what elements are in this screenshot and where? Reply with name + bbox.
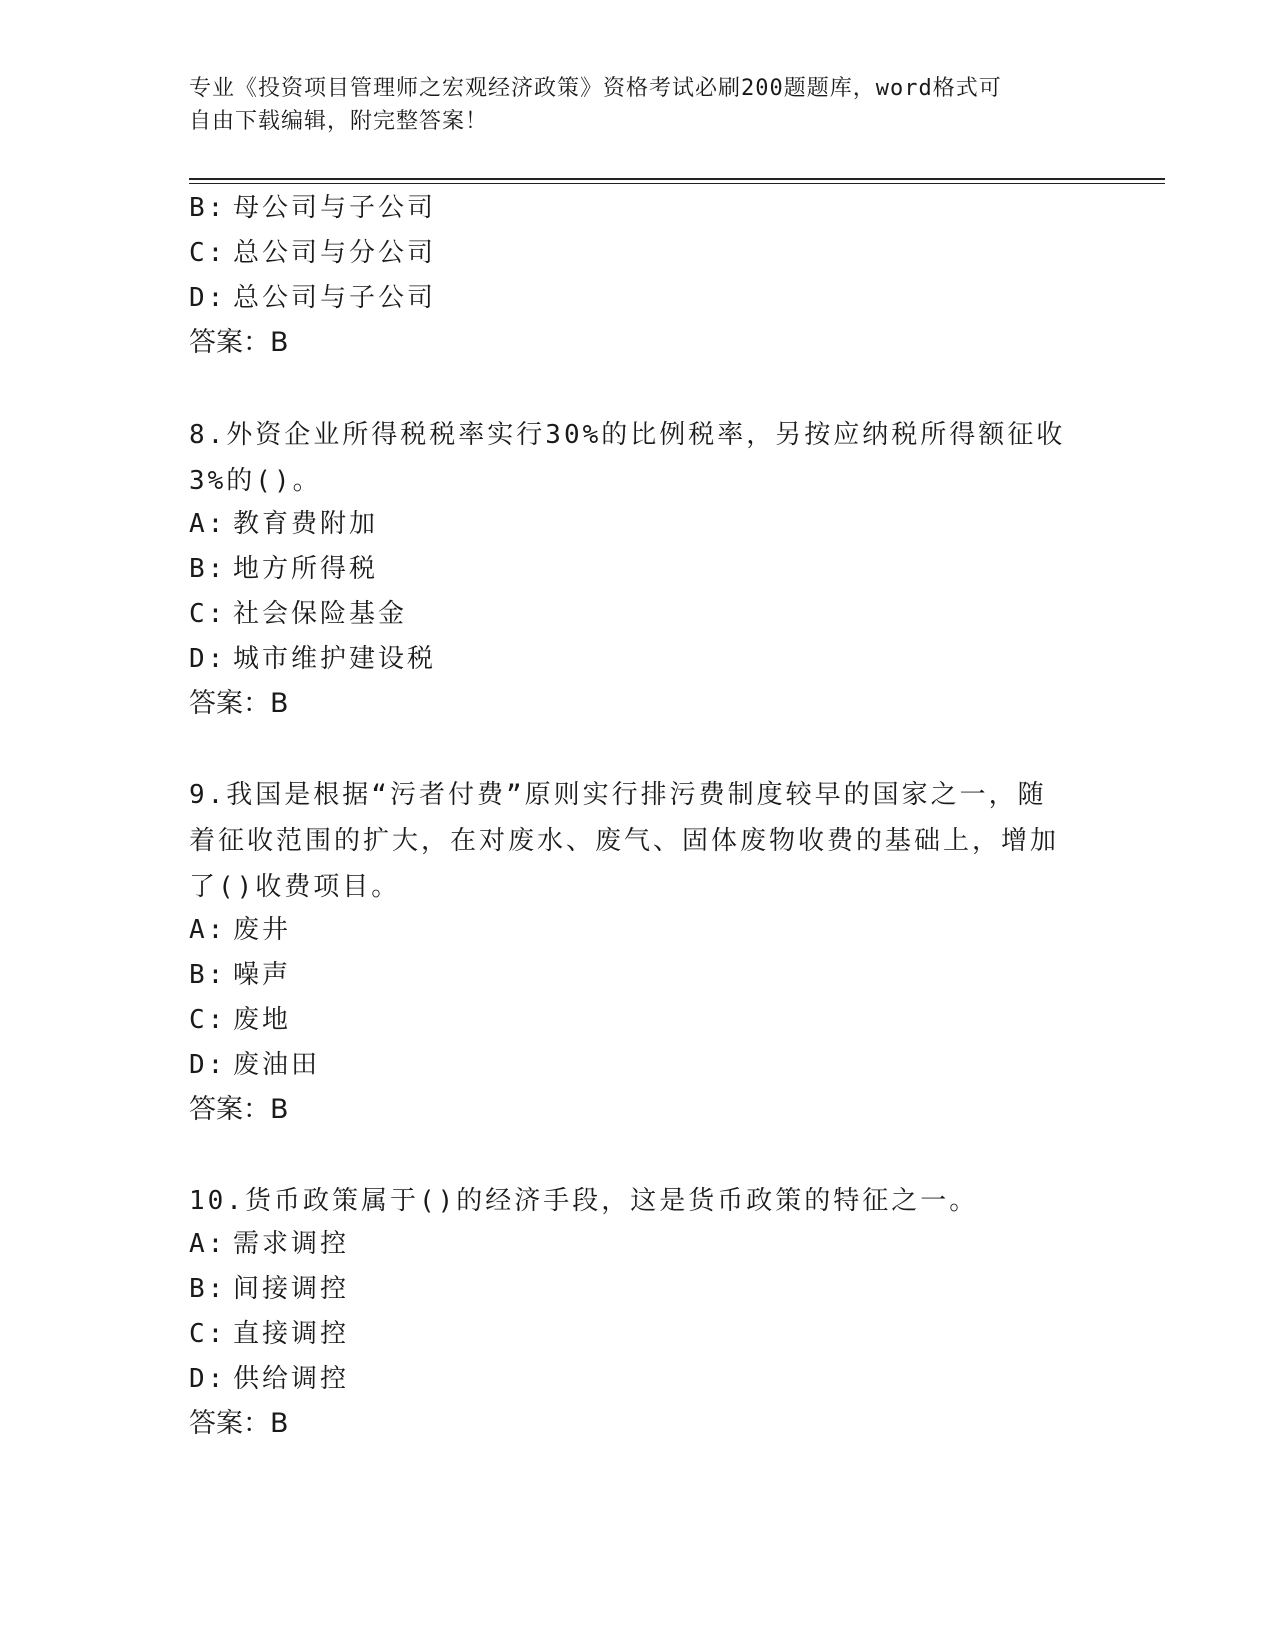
q8-option-d [189,641,436,677]
option-letter: B: [189,193,227,223]
option-letter: D: [189,1050,227,1080]
option-text: 总公司与子公司 [233,283,437,313]
header-title-line-1: 专业《投资项目管理师之宏观经济政策》资格考试必刷200题题库，word格式可 [189,76,1002,101]
q8-answer: 答案：B [189,688,289,719]
prev-option-b [189,190,436,226]
prev-option-c [189,235,436,271]
option-letter: A: [189,509,227,539]
option-text: 供给调控 [233,1364,350,1394]
q8-option-c [189,596,407,632]
q10-option-b [189,1271,349,1307]
option-letter: C: [189,1319,227,1349]
option-letter: C: [189,599,227,629]
option-text: 需求调控 [233,1229,350,1259]
q10-option-a [189,1226,349,1262]
option-text: 废油田 [233,1050,321,1080]
option-letter: A: [189,1229,227,1259]
q9-option-d [189,1047,320,1083]
option-letter: B: [189,554,227,584]
option-letter: B: [189,960,227,990]
option-text: 教育费附加 [233,509,379,539]
question-10-stem: 10.货币政策属于()的经济手段，这是货币政策的特征之一。 [189,1186,979,1216]
option-letter: C: [189,238,227,268]
option-letter: A: [189,915,227,945]
header-title-line-2: 自由下载编辑，附完整答案！ [189,109,489,134]
header-divider [189,178,1165,184]
option-text: 废井 [233,915,292,945]
q10-option-d [189,1361,349,1397]
option-text: 总公司与分公司 [233,238,437,268]
prev-option-d [189,280,436,316]
option-letter: C: [189,1005,227,1035]
option-text: 社会保险基金 [233,599,408,629]
option-text: 噪声 [233,960,292,990]
option-letter: B: [189,1274,227,1304]
prev-answer: 答案：B [189,327,289,358]
q10-option-c [189,1316,349,1352]
option-text: 地方所得税 [233,554,379,584]
option-letter: D: [189,1364,227,1394]
q9-option-b [189,957,291,993]
document-header [189,72,1089,138]
q8-option-b [189,551,378,587]
option-text: 母公司与子公司 [233,193,437,223]
option-text: 城市维护建设税 [233,644,437,674]
q9-answer: 答案：B [189,1094,289,1125]
q8-option-a [189,506,378,542]
option-letter: D: [189,644,227,674]
q10-answer: 答案：B [189,1408,289,1439]
option-letter: D: [189,283,227,313]
q9-option-a [189,912,291,948]
question-8-stem: 8.外资企业所得税税率实行30%的比例税率，另按应纳税所得额征收3%的()。 [189,420,1066,496]
question-9-stem: 9.我国是根据“污者付费”原则实行排污费制度较早的国家之一，随着征收范围的扩大，在对废水、废气、固体废物收费的基础上，增加了()收费项目。 [189,780,1060,902]
option-text: 间接调控 [233,1274,350,1304]
q9-option-c [189,1002,291,1038]
option-text: 直接调控 [233,1319,350,1349]
option-text: 废地 [233,1005,292,1035]
